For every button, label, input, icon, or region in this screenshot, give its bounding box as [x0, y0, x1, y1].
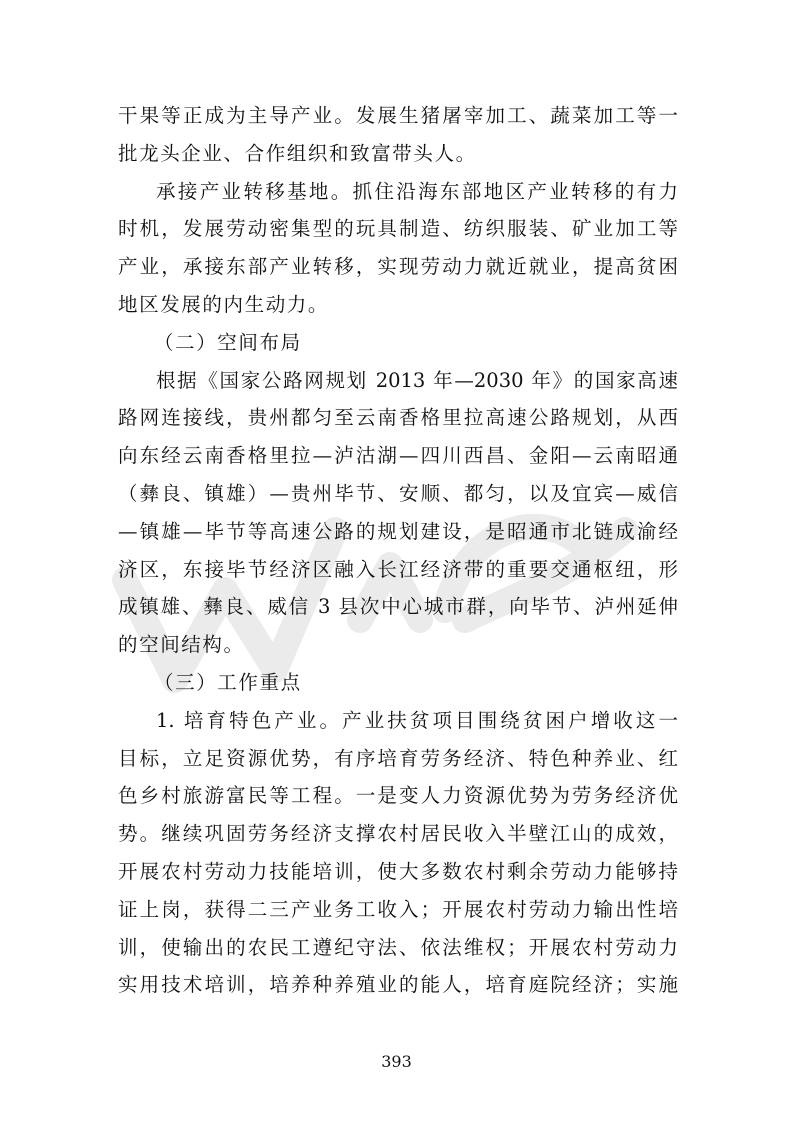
text-line: 路网连接线，贵州都匀至云南香格里拉高速公路规划，从西 — [118, 406, 678, 430]
text-line: 的空间结构。 — [118, 633, 245, 657]
text-line: 证上岗，获得二三产业务工收入；开展农村劳动力输出性培 — [118, 897, 678, 921]
text-line: 批龙头企业、合作组织和致富带头人。 — [118, 141, 477, 165]
text-line: 训，使输出的农民工遵纪守法、依法维权；开展农村劳动力 — [118, 935, 678, 959]
text-line: 开展农村劳动力技能培训，使大多数农村剩余劳动力能够持 — [118, 860, 678, 883]
page-number: 393 — [381, 1052, 412, 1071]
text-line: 实用技术培训，培养种养殖业的能人，培育庭院经济；实施 — [118, 973, 678, 997]
text-line: 承接产业转移基地。抓住沿海东部地区产业转移的有力 — [156, 179, 678, 203]
text-line: 向东经云南香格里拉—泸沽湖—四川西昌、金阳—云南昭通 — [118, 444, 678, 468]
text-line: 时机，发展劳动密集型的玩具制造、纺织服装、矿业加工等 — [118, 217, 678, 241]
text-line: 1. 培育特色产业。产业扶贫项目围绕贫困户增收这一 — [156, 708, 678, 732]
text-line: 地区发展的内生动力。 — [118, 293, 330, 316]
text-line: 根据《国家公路网规划 2013 年—2030 年》的国家高速 — [156, 368, 678, 392]
text-line: —镇雄—毕节等高速公路的规划建设，是昭通市北链成渝经 — [118, 519, 678, 543]
text-line: 成镇雄、彝良、威信 3 县次中心城市群，向毕节、泸州延伸 — [118, 595, 678, 619]
text-line: 势。继续巩固劳务经济支撑农村居民收入半壁江山的成效， — [118, 822, 678, 846]
text-line: （彝良、镇雄）—贵州毕节、安顺、都匀，以及宜宾—威信 — [118, 482, 678, 505]
text-line: 济区，东接毕节经济区融入长江经济带的重要交通枢纽，形 — [118, 557, 678, 581]
section-heading: （二）空间布局 — [154, 330, 302, 354]
text-line: 干果等正成为主导产业。发展生猪屠宰加工、蔬菜加工等一 — [118, 104, 678, 127]
text-line: 目标，立足资源优势，有序培育劳务经济、特色种养业、红 — [118, 746, 678, 770]
text-line: 色乡村旅游富民等工程。一是变人力资源优势为劳务经济优 — [118, 784, 678, 808]
text-line: 产业，承接东部产业转移，实现劳动力就近就业，提高贫困 — [118, 255, 678, 279]
section-heading: （三）工作重点 — [154, 671, 302, 694]
